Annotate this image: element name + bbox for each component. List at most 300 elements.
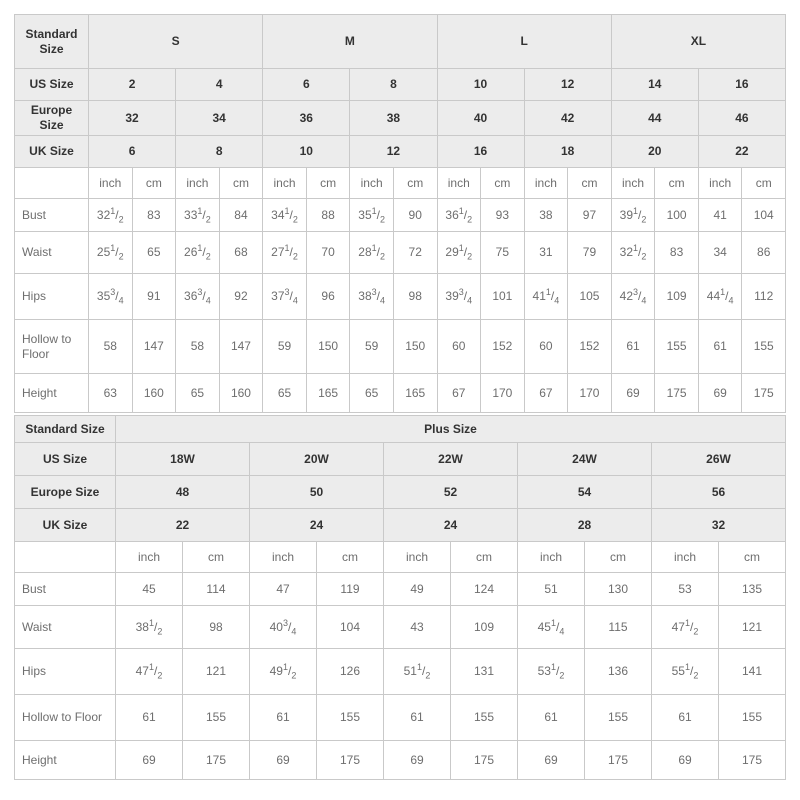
measure-value-cell: 70: [306, 232, 350, 274]
fraction-numerator: 1: [110, 243, 116, 253]
unit-cell: inch: [524, 168, 568, 199]
measure-value-cell: 61: [652, 695, 719, 741]
measure-value-cell: 155: [742, 320, 786, 374]
measure-value-cell: 98: [393, 274, 437, 320]
measure-value-cell: 69: [250, 741, 317, 780]
unit-cell: inch: [437, 168, 481, 199]
measure-value-cell: 175: [742, 374, 786, 413]
measure-value-cell: 175: [183, 741, 250, 780]
unit-cell: inch: [176, 168, 220, 199]
fraction-denominator: 2: [157, 670, 163, 681]
measure-value-cell: 170: [568, 374, 612, 413]
fraction-denominator: 4: [554, 295, 560, 306]
size-value-cell: 10: [437, 69, 524, 101]
measure-value-fraction: $27^1/_2$: [263, 232, 307, 274]
fraction-denominator: 2: [380, 251, 386, 262]
measure-value-cell: 105: [568, 274, 612, 320]
measure-value-cell: 152: [481, 320, 525, 374]
size-row-label-cell: US Size: [15, 443, 116, 476]
measure-value-cell: 68: [219, 232, 263, 274]
plus-size-chart: [14, 415, 786, 780]
fraction-numerator: 1: [282, 662, 288, 672]
fraction-numerator: 1: [371, 205, 377, 216]
fraction-numerator: 1: [416, 662, 422, 672]
measure-value-cell: 69: [611, 374, 655, 413]
measure-value-cell: 98: [183, 606, 250, 649]
unit-cell: cm: [568, 168, 612, 199]
measure-value-cell: 65: [350, 374, 394, 413]
unit-cell: cm: [183, 542, 250, 573]
size-value-cell: 44: [611, 101, 698, 136]
measure-value-cell: 135: [719, 573, 786, 606]
plus-size-table-container: [14, 415, 786, 780]
measure-value-cell: 101: [481, 274, 525, 320]
measure-value-cell: 104: [317, 606, 384, 649]
measure-value-cell: 75: [481, 232, 525, 274]
measure-value-cell: 79: [568, 232, 612, 274]
measure-value-fraction: $53^1/_2$: [518, 649, 585, 695]
fraction-denominator: 2: [693, 625, 699, 636]
unit-cell: inch: [116, 542, 183, 573]
size-value-cell: 34: [176, 101, 263, 136]
measure-value-cell: 86: [742, 232, 786, 274]
measure-value-cell: 59: [350, 320, 394, 374]
measure-value-cell: 175: [451, 741, 518, 780]
measure-value-fraction: $35^3/_4$: [89, 274, 133, 320]
size-value-cell: 18W: [116, 443, 250, 476]
measure-label-cell: Height: [15, 741, 116, 780]
measure-row: [15, 199, 786, 232]
fraction-denominator: 4: [205, 295, 211, 306]
unit-cell: cm: [317, 542, 384, 573]
fraction-denominator: 2: [118, 213, 124, 224]
measure-value-cell: 147: [132, 320, 176, 374]
size-value-cell: 42: [524, 101, 611, 136]
measure-value-cell: 155: [719, 695, 786, 741]
table-body: [15, 15, 786, 413]
measure-value-cell: 147: [219, 320, 263, 374]
size-group-cell: M: [263, 15, 437, 69]
measure-value-fraction: $37^3/_4$: [263, 274, 307, 320]
fraction-denominator: 2: [205, 251, 211, 262]
measure-value-cell: 83: [132, 199, 176, 232]
measure-value-cell: 152: [568, 320, 612, 374]
size-row: [15, 101, 786, 136]
size-value-cell: 46: [698, 101, 785, 136]
measure-value-cell: 69: [652, 741, 719, 780]
size-value-cell: 14: [611, 69, 698, 101]
measure-label-cell: Bust: [15, 199, 89, 232]
measure-value-cell: 112: [742, 274, 786, 320]
size-value-cell: 4: [176, 69, 263, 101]
size-value-cell: 2: [89, 69, 176, 101]
unit-cell: inch: [250, 542, 317, 573]
measure-value-cell: 72: [393, 232, 437, 274]
size-value-cell: 22: [116, 509, 250, 542]
measure-label-cell: Hollow to Floor: [15, 320, 89, 374]
measure-value-cell: 115: [585, 606, 652, 649]
unit-cell: cm: [742, 168, 786, 199]
unit-cell: cm: [481, 168, 525, 199]
fraction-numerator: 1: [720, 287, 726, 297]
measure-value-cell: 60: [437, 320, 481, 374]
measure-value-fraction: $28^1/_2$: [350, 232, 394, 274]
unit-cell: inch: [89, 168, 133, 199]
unit-cell: cm: [655, 168, 699, 199]
measure-value-cell: 59: [263, 320, 307, 374]
fraction-denominator: 2: [205, 213, 211, 224]
size-value-cell: 22W: [384, 443, 518, 476]
measure-value-cell: 69: [384, 741, 451, 780]
fraction-denominator: 4: [467, 295, 473, 306]
size-value-cell: 50: [250, 476, 384, 509]
size-value-cell: 56: [652, 476, 786, 509]
measure-row: [15, 320, 786, 374]
measure-value-fraction: $55^1/_2$: [652, 649, 719, 695]
size-group-cell: Plus Size: [116, 416, 786, 443]
unit-cell: inch: [350, 168, 394, 199]
fraction-denominator: 2: [157, 625, 163, 636]
measure-value-cell: 91: [132, 274, 176, 320]
fraction-numerator: 1: [284, 205, 290, 216]
fraction-denominator: 2: [292, 251, 298, 262]
size-value-cell: 6: [263, 69, 350, 101]
measure-value-cell: 61: [698, 320, 742, 374]
measure-row: [15, 741, 786, 780]
size-value-cell: 32: [652, 509, 786, 542]
measure-label-cell: Height: [15, 374, 89, 413]
fraction-numerator: 1: [197, 205, 203, 216]
measure-value-cell: 69: [698, 374, 742, 413]
size-value-cell: 38: [350, 101, 437, 136]
measure-value-fraction: $39^1/_2$: [611, 199, 655, 232]
size-value-cell: 24: [384, 509, 518, 542]
measure-value-fraction: $29^1/_2$: [437, 232, 481, 274]
fraction-denominator: 4: [380, 295, 386, 306]
fraction-denominator: 4: [728, 295, 734, 306]
standard-size-table-container: [14, 14, 786, 413]
measure-value-cell: 65: [132, 232, 176, 274]
unit-cell: inch: [263, 168, 307, 199]
unit-cell: inch: [611, 168, 655, 199]
corner-cell: Standard Size: [15, 416, 116, 443]
measure-value-cell: 90: [393, 199, 437, 232]
measure-value-cell: 160: [219, 374, 263, 413]
unit-cell: inch: [698, 168, 742, 199]
size-value-cell: 16: [437, 136, 524, 168]
measure-value-fraction: $41^1/_4$: [524, 274, 568, 320]
fraction-denominator: 2: [641, 213, 647, 224]
fraction-numerator: 1: [110, 205, 116, 216]
measure-value-fraction: $38^3/_4$: [350, 274, 394, 320]
fraction-denominator: 4: [292, 295, 298, 306]
measure-value-cell: 124: [451, 573, 518, 606]
fraction-denominator: 2: [693, 670, 699, 681]
measure-value-fraction: $36^3/_4$: [176, 274, 220, 320]
measure-value-fraction: $42^3/_4$: [611, 274, 655, 320]
measure-value-cell: 31: [524, 232, 568, 274]
measure-value-cell: 61: [518, 695, 585, 741]
fraction-numerator: 3: [458, 287, 464, 297]
unit-cell: cm: [219, 168, 263, 199]
table-body: [15, 416, 786, 780]
measure-value-cell: 93: [481, 199, 525, 232]
fraction-numerator: 3: [633, 287, 639, 297]
size-value-cell: 52: [384, 476, 518, 509]
measure-value-cell: 67: [437, 374, 481, 413]
measure-value-cell: 100: [655, 199, 699, 232]
measure-value-cell: 96: [306, 274, 350, 320]
size-row: [15, 69, 786, 101]
measure-value-fraction: $32^1/_2$: [89, 199, 133, 232]
fraction-denominator: 4: [559, 625, 565, 636]
size-value-cell: 26W: [652, 443, 786, 476]
fraction-denominator: 2: [291, 670, 297, 681]
size-row: [15, 136, 786, 168]
unit-cell: cm: [132, 168, 176, 199]
measure-value-cell: 136: [585, 649, 652, 695]
size-value-cell: 32: [89, 101, 176, 136]
measure-value-cell: 83: [655, 232, 699, 274]
size-group-cell: S: [89, 15, 263, 69]
measure-value-cell: 175: [317, 741, 384, 780]
measure-value-fraction: $47^1/_2$: [116, 649, 183, 695]
measure-value-cell: 58: [176, 320, 220, 374]
measure-value-fraction: $32^1/_2$: [611, 232, 655, 274]
fraction-numerator: 1: [371, 243, 377, 253]
measure-value-fraction: $36^1/_2$: [437, 199, 481, 232]
unit-cell: inch: [652, 542, 719, 573]
measure-value-cell: 165: [306, 374, 350, 413]
measure-value-cell: 41: [698, 199, 742, 232]
measure-value-fraction: $26^1/_2$: [176, 232, 220, 274]
measure-value-cell: 109: [451, 606, 518, 649]
measure-value-cell: 53: [652, 573, 719, 606]
measure-value-cell: 175: [655, 374, 699, 413]
corner-cell: Standard Size: [15, 15, 89, 69]
measure-value-cell: 175: [585, 741, 652, 780]
measure-value-cell: 155: [585, 695, 652, 741]
measure-value-cell: 104: [742, 199, 786, 232]
measure-row: [15, 649, 786, 695]
unit-cell: cm: [719, 542, 786, 573]
fraction-numerator: 1: [684, 662, 690, 672]
fraction-denominator: 2: [559, 670, 565, 681]
measure-row: [15, 573, 786, 606]
size-group-cell: XL: [611, 15, 785, 69]
size-value-cell: 54: [518, 476, 652, 509]
size-value-cell: 16: [698, 69, 785, 101]
measure-value-cell: 92: [219, 274, 263, 320]
measure-row: [15, 606, 786, 649]
measure-value-cell: 175: [719, 741, 786, 780]
measure-value-cell: 45: [116, 573, 183, 606]
measure-value-cell: 121: [719, 606, 786, 649]
measure-value-cell: 34: [698, 232, 742, 274]
measure-row: [15, 274, 786, 320]
fraction-denominator: 2: [118, 251, 124, 262]
size-value-cell: 24: [250, 509, 384, 542]
measure-value-cell: 165: [393, 374, 437, 413]
fraction-numerator: 1: [197, 243, 203, 253]
measure-value-fraction: $33^1/_2$: [176, 199, 220, 232]
fraction-numerator: 3: [110, 287, 116, 297]
measure-value-cell: 38: [524, 199, 568, 232]
fraction-numerator: 1: [284, 243, 290, 253]
group-header-row: [15, 416, 786, 443]
measure-value-cell: 131: [451, 649, 518, 695]
measure-label-cell: Waist: [15, 232, 89, 274]
unit-cell: inch: [384, 542, 451, 573]
size-value-cell: 12: [350, 136, 437, 168]
size-value-cell: 12: [524, 69, 611, 101]
measure-value-cell: 88: [306, 199, 350, 232]
measure-value-cell: 61: [384, 695, 451, 741]
fraction-denominator: 2: [641, 251, 647, 262]
size-value-cell: 22: [698, 136, 785, 168]
measure-value-cell: 119: [317, 573, 384, 606]
measure-row: [15, 695, 786, 741]
fraction-numerator: 1: [550, 662, 556, 672]
measure-value-cell: 51: [518, 573, 585, 606]
fraction-numerator: 1: [458, 243, 464, 253]
size-value-cell: 10: [263, 136, 350, 168]
measure-value-fraction: $49^1/_2$: [250, 649, 317, 695]
measure-value-cell: 58: [89, 320, 133, 374]
measure-label-cell: Hips: [15, 274, 89, 320]
size-value-cell: 20W: [250, 443, 384, 476]
size-row-label-cell: Europe Size: [15, 476, 116, 509]
measure-value-cell: 67: [524, 374, 568, 413]
size-row-label-cell: US Size: [15, 69, 89, 101]
size-row-label-cell: Europe Size: [15, 101, 89, 136]
size-row: [15, 476, 786, 509]
measure-value-cell: 141: [719, 649, 786, 695]
fraction-numerator: 1: [458, 205, 464, 216]
unit-cell: cm: [585, 542, 652, 573]
measure-value-cell: 47: [250, 573, 317, 606]
fraction-numerator: 1: [633, 205, 639, 216]
size-value-cell: 6: [89, 136, 176, 168]
fraction-numerator: 1: [545, 287, 551, 297]
fraction-denominator: 2: [292, 213, 298, 224]
measure-value-fraction: $25^1/_2$: [89, 232, 133, 274]
empty-corner-cell: [15, 542, 116, 573]
measure-label-cell: Hips: [15, 649, 116, 695]
measure-value-cell: 126: [317, 649, 384, 695]
fraction-numerator: 3: [282, 617, 288, 628]
measure-value-cell: 61: [116, 695, 183, 741]
size-value-cell: 8: [176, 136, 263, 168]
measure-value-fraction: $34^1/_2$: [263, 199, 307, 232]
unit-cell: cm: [451, 542, 518, 573]
measure-value-fraction: $35^1/_2$: [350, 199, 394, 232]
unit-cell: cm: [393, 168, 437, 199]
fraction-denominator: 4: [291, 625, 297, 636]
size-value-cell: 20: [611, 136, 698, 168]
fraction-numerator: 1: [550, 617, 556, 628]
measure-value-cell: 97: [568, 199, 612, 232]
measure-value-cell: 150: [306, 320, 350, 374]
group-header-row: [15, 15, 786, 69]
fraction-denominator: 2: [467, 213, 473, 224]
measure-value-cell: 121: [183, 649, 250, 695]
size-value-cell: 40: [437, 101, 524, 136]
size-value-cell: 24W: [518, 443, 652, 476]
measure-value-fraction: $45^1/_4$: [518, 606, 585, 649]
measure-value-cell: 49: [384, 573, 451, 606]
measure-value-fraction: $38^1/_2$: [116, 606, 183, 649]
fraction-numerator: 3: [371, 287, 377, 297]
size-value-cell: 48: [116, 476, 250, 509]
measure-value-fraction: $47^1/_2$: [652, 606, 719, 649]
size-group-cell: L: [437, 15, 611, 69]
measure-value-cell: 130: [585, 573, 652, 606]
measure-row: [15, 232, 786, 274]
measure-value-fraction: $44^1/_4$: [698, 274, 742, 320]
fraction-denominator: 2: [380, 213, 386, 224]
measure-label-cell: Hollow to Floor: [15, 695, 116, 741]
measure-value-cell: 150: [393, 320, 437, 374]
fraction-numerator: 1: [148, 662, 154, 672]
measure-value-cell: 65: [263, 374, 307, 413]
measure-value-cell: 155: [183, 695, 250, 741]
measure-value-cell: 61: [611, 320, 655, 374]
measure-value-cell: 155: [317, 695, 384, 741]
measure-label-cell: Waist: [15, 606, 116, 649]
measure-value-cell: 170: [481, 374, 525, 413]
measure-label-cell: Bust: [15, 573, 116, 606]
size-row: [15, 509, 786, 542]
fraction-denominator: 4: [118, 295, 124, 306]
fraction-numerator: 1: [148, 617, 154, 628]
measure-value-cell: 160: [132, 374, 176, 413]
measure-value-cell: 61: [250, 695, 317, 741]
fraction-numerator: 3: [197, 287, 203, 297]
measure-value-cell: 69: [116, 741, 183, 780]
measure-value-cell: 60: [524, 320, 568, 374]
unit-cell: cm: [306, 168, 350, 199]
standard-size-chart: [14, 14, 786, 413]
size-row-label-cell: UK Size: [15, 509, 116, 542]
measure-value-cell: 109: [655, 274, 699, 320]
measure-value-fraction: $51^1/_2$: [384, 649, 451, 695]
fraction-numerator: 1: [633, 243, 639, 253]
size-value-cell: 8: [350, 69, 437, 101]
measure-value-fraction: $40^3/_4$: [250, 606, 317, 649]
fraction-numerator: 1: [684, 617, 690, 628]
measure-value-cell: 43: [384, 606, 451, 649]
measure-value-cell: 114: [183, 573, 250, 606]
measure-row: [15, 374, 786, 413]
unit-row: [15, 168, 786, 199]
size-row-label-cell: UK Size: [15, 136, 89, 168]
fraction-numerator: 3: [284, 287, 290, 297]
unit-cell: inch: [518, 542, 585, 573]
size-row: [15, 443, 786, 476]
empty-corner-cell: [15, 168, 89, 199]
fraction-denominator: 2: [467, 251, 473, 262]
unit-row: [15, 542, 786, 573]
measure-value-cell: 155: [655, 320, 699, 374]
size-value-cell: 36: [263, 101, 350, 136]
fraction-denominator: 4: [641, 295, 647, 306]
measure-value-cell: 84: [219, 199, 263, 232]
measure-value-cell: 63: [89, 374, 133, 413]
measure-value-cell: 65: [176, 374, 220, 413]
size-value-cell: 28: [518, 509, 652, 542]
measure-value-cell: 69: [518, 741, 585, 780]
